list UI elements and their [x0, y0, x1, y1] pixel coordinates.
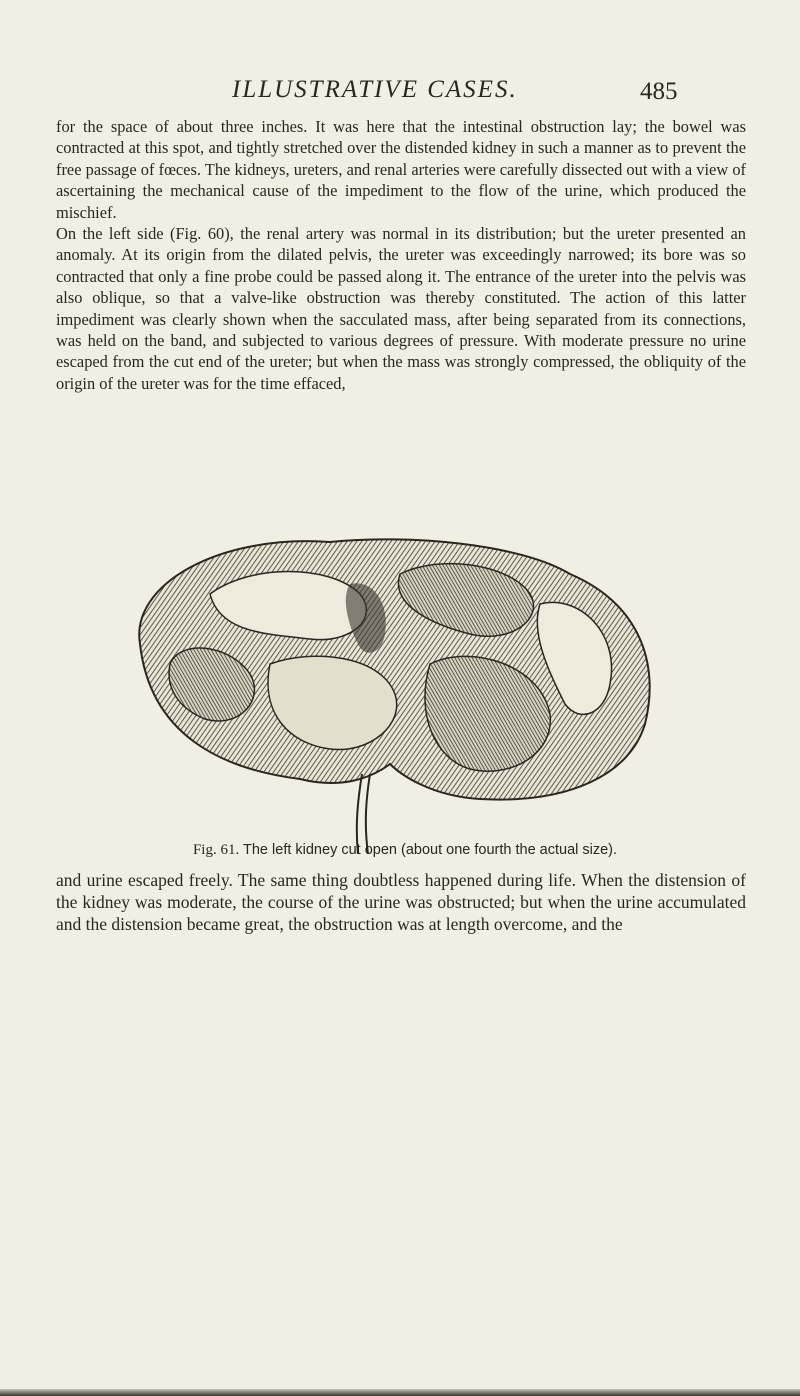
body-text-bottom: and urine escaped freely. The same thing doubtless happened during life. When the distension of the kidney was moderate, the course of the urine was obstructed; but when the urine accumulated and the distension became great, the obstruction was at length overcome, and the [56, 870, 746, 934]
kidney-engraving [100, 524, 690, 854]
page-number: 485 [640, 78, 678, 105]
running-title: ILLUSTRATIVE CASES. [232, 76, 518, 103]
figure-caption [60, 842, 750, 859]
page-edge [0, 1389, 800, 1396]
running-head [0, 74, 800, 114]
figure-caption-text: The left kidney cut open (about one fourth the actual size). [243, 842, 618, 858]
kidney-illustration [100, 524, 690, 854]
figure-label: Fig. 61. [192, 842, 240, 858]
paragraph: for the space of about three inches. It was here that the intestinal obstruction lay; the bowel was contracted at this spot, and tightly stretched over the distended kidney in such a manner as to prevent the free passage of fœces. The kidneys, ureters, and renal arteries were carefully dissected out with a view of ascertaining the mechanical cause of the impediment to the flow of the urine, which produced the mischief. [56, 117, 746, 222]
body-text-top [56, 116, 746, 394]
paragraph: On the left side (Fig. 60), the renal artery was normal in its distribution; but the ureter presented an anomaly. At its origin from the dilated pelvis, the ureter was exceedingly narrowed; its bore was so contracted that only a fine probe could be passed along it. The entrance of the ureter into the pelvis was also oblique, so that a valve-like obstruction was thereby constituted. The action of this latter impediment was clearly shown when the sacculated mass, after being separated from its connections, was held on the band, and subjected to various degrees of pressure. With moderate pressure no urine escaped from the cut end of the ureter; but when the mass was strongly compressed, the obliquity of the origin of the ureter was for the time effaced, [56, 224, 746, 393]
